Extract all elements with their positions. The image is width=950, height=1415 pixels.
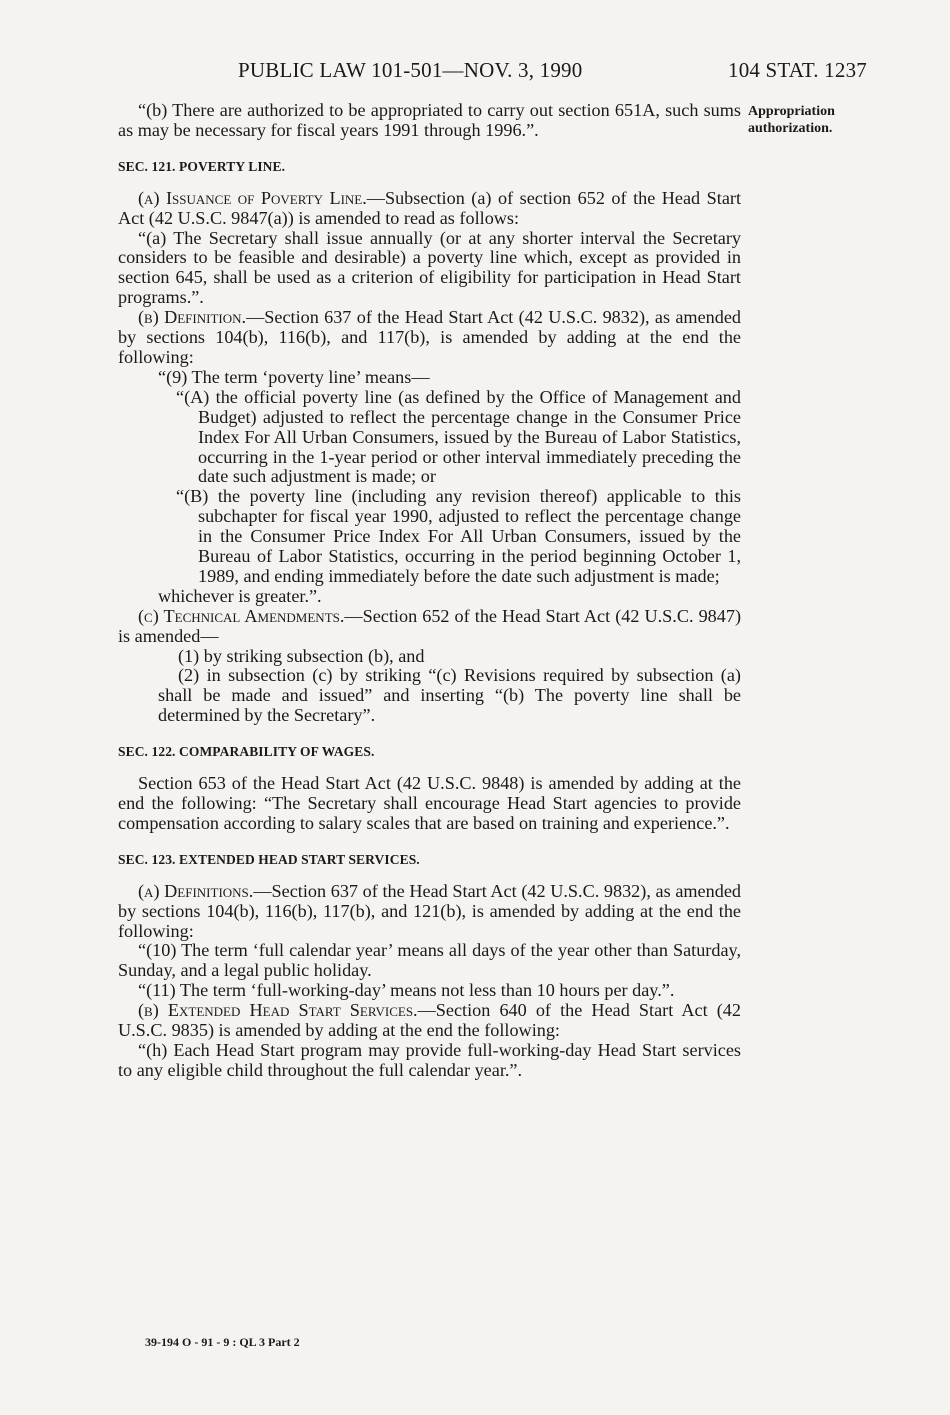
quote-123-h: “(h) Each Head Start program may provide full-working-day Head Start services to any eligible child throughout the full calendar year.”. bbox=[118, 1039, 741, 1080]
paragraph-appropriation: “(b) There are authorized to be appropriated to carry out section 651A, such sums as may be necessary for fiscal years 1991 through 1996.”. bbox=[118, 100, 741, 140]
page-stat-number: 104 STAT. 1237 bbox=[728, 58, 867, 82]
paragraph-121-c-2: (2) in subsection (c) by striking “(c) Revisions required by subsection (a) shall be made and issued” and inserting “(b) The poverty line shall be determined by the Secretary”. bbox=[158, 665, 741, 726]
paragraph-121-c bbox=[118, 607, 741, 647]
paragraph-123-b bbox=[118, 1001, 741, 1041]
subsection-text: —Section 637 of the Head Start Act (42 U.S.C. 9832), as amended by sections 104(b), 116(b), 117(b), and 121(b), is amended by adding at the end the following: bbox=[118, 880, 741, 941]
section-heading-122: SEC. 122. COMPARABILITY OF WAGES. bbox=[118, 744, 375, 760]
document-body bbox=[118, 101, 741, 1081]
section-heading-121: SEC. 121. POVERTY LINE. bbox=[118, 158, 286, 174]
subsection-text: —Subsection (a) of section 652 of the Head Start Act (42 U.S.C. 9847(a)) is amended to read as follows: bbox=[118, 187, 742, 228]
print-code-footer: 39-194 O - 91 - 9 : QL 3 Part 2 bbox=[145, 1335, 300, 1349]
margin-note-line-2: authorization. bbox=[748, 121, 833, 136]
paragraph-122: Section 653 of the Head Start Act (42 U.S.C. 9848) is amended by adding at the end the following: “The Secretary shall encourage Head Start agencies to provide compensation according to salary scales that are based on training and experience.”. bbox=[118, 773, 741, 833]
definition-10: “(10) The term ‘full calendar year’ means all days of the year other than Saturday, Sunday, and a legal public holiday. bbox=[118, 940, 741, 981]
definition-9-b: “(B) the poverty line (including any revision thereof) applicable to this subchapter for fiscal year 1990, adjusted to reflect the percentage change in the Consumer Price Index For All Urban Consumers, issued by the Bureau of Labor Statistics, occurring in the period beginning October 1, 1989, and ending immediately before the date such adjustment is made; bbox=[176, 486, 741, 586]
subsection-text: —Section 652 of the Head Start Act (42 U.S.C. 9847) is amended— bbox=[118, 605, 742, 646]
subsection-text: —Section 637 of the Head Start Act (42 U.S.C. 9832), as amended by sections 104(b), 116(b), and 117(b), is amended by adding at the end the following: bbox=[118, 307, 741, 367]
subsection-heading: (c) Technical Amendments. bbox=[138, 605, 345, 626]
whichever-clause: whichever is greater.”. bbox=[158, 585, 322, 606]
subsection-heading: (b) Definition. bbox=[138, 307, 247, 328]
subsection-heading: (a) Definitions. bbox=[138, 880, 254, 901]
subsection-heading: (b) Extended Head Start Services. bbox=[138, 1000, 418, 1021]
running-header-title: PUBLIC LAW 101-501—NOV. 3, 1990 bbox=[238, 58, 583, 82]
paragraph-123-a bbox=[118, 882, 741, 942]
definition-9-a: “(A) the official poverty line (as defined by the Office of Management and Budget) adjusted to reflect the percentage change in the Consumer Price Index For All Urban Consumers, issued by the Bureau of Labor Statistics, occurring in the 1-year period or other interval immediately preceding the date such adjustment is made; or bbox=[176, 386, 741, 487]
definition-11: “(11) The term ‘full-working-day’ means not less than 10 hours per day.”. bbox=[138, 980, 675, 1001]
paragraph-121-c-1: (1) by striking subsection (b), and bbox=[178, 645, 425, 666]
definition-9: “(9) The term ‘poverty line’ means— bbox=[158, 366, 430, 387]
subsection-text: —Section 640 of the Head Start Act (42 U.S.C. 9835) is amended by adding at the end the following: bbox=[118, 1000, 741, 1041]
margin-note bbox=[748, 103, 888, 137]
paragraph-121-a bbox=[118, 189, 741, 229]
section-heading-123: SEC. 123. EXTENDED HEAD START SERVICES. bbox=[118, 851, 420, 867]
quote-121-a: “(a) The Secretary shall issue annually (or at any shorter interval the Secretary considers to be feasible and desirable) a poverty line which, except as provided in section 645, shall be used as a criterion of eligibility for participation in Head Start programs.”. bbox=[118, 227, 741, 308]
margin-note-line-1: Appropriation bbox=[748, 104, 835, 119]
paragraph-121-b bbox=[118, 308, 741, 368]
subsection-heading: (a) Issuance of Poverty Line. bbox=[138, 187, 367, 208]
